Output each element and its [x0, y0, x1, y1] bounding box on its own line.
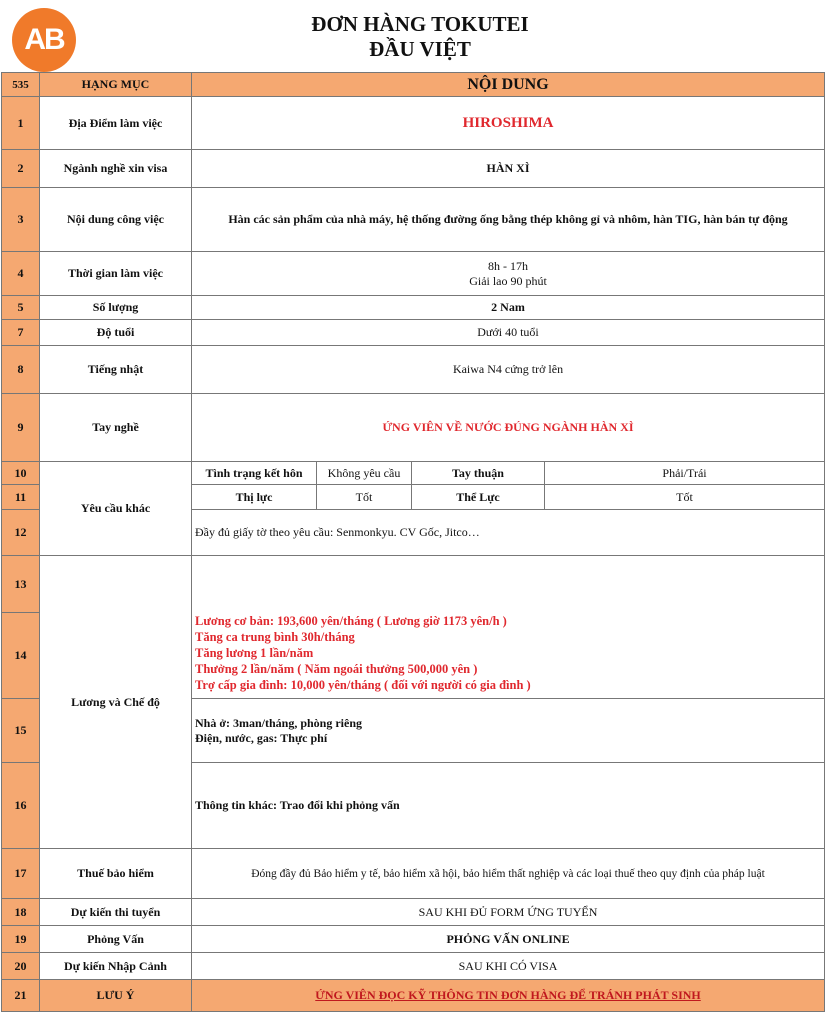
header-category: HẠNG MỤC — [40, 73, 192, 97]
japanese-level: Kaiwa N4 cứng trở lên — [192, 346, 825, 394]
entry-schedule: SAU KHI CÓ VISA — [192, 953, 825, 980]
row-number: 20 — [2, 953, 40, 980]
row-number: 21 — [2, 980, 40, 1012]
row-category: Ngành nghề xin visa — [40, 150, 192, 188]
page-title: ĐƠN HÀNG TOKUTEI — [311, 12, 529, 36]
row-category: Nội dung công việc — [40, 188, 192, 252]
table-row — [2, 97, 825, 150]
skill-requirement: ỨNG VIÊN VỀ NƯỚC ĐÚNG NGÀNH HÀN XÌ — [192, 394, 825, 462]
row-number: 8 — [2, 346, 40, 394]
order-table — [1, 72, 825, 1012]
row-category: Dự kiến thi tuyển — [40, 899, 192, 926]
salary-line: Tăng ca trung bình 30h/tháng — [195, 629, 355, 644]
work-location: HIROSHIMA — [192, 97, 825, 150]
row-number: 4 — [2, 252, 40, 296]
page-subtitle: ĐẦU VIỆT — [369, 37, 471, 61]
row-category: Yêu cầu khác — [40, 462, 192, 556]
table-row — [2, 252, 825, 296]
table-row — [2, 462, 825, 485]
row-number: 10 — [2, 462, 40, 485]
documents-requirement: Đầy đủ giấy tờ theo yêu cầu: Senmonkyu. CV Gốc, Jitco… — [192, 510, 825, 556]
salary-line: Lương cơ bản: 193,600 yên/tháng ( Lương giờ 1173 yên/h ) — [195, 613, 507, 628]
row-number: 17 — [2, 849, 40, 899]
logo — [12, 8, 76, 72]
logo-text: AB — [24, 23, 64, 56]
row-number: 5 — [2, 296, 40, 320]
salary-line: Tăng lương 1 lần/năm — [195, 645, 314, 660]
table-row — [2, 556, 825, 613]
exam-schedule: SAU KHI ĐỦ FORM ỨNG TUYỂN — [192, 899, 825, 926]
row-category: LƯU Ý — [40, 980, 192, 1012]
marital-label: Tình trạng kết hôn — [192, 462, 317, 485]
handedness-value: Phải/Trái — [545, 462, 825, 485]
header-id: 535 — [2, 73, 40, 97]
table-row — [2, 849, 825, 899]
row-category: Thuế bảo hiểm — [40, 849, 192, 899]
row-number: 3 — [2, 188, 40, 252]
row-number: 19 — [2, 926, 40, 953]
working-hours-line: 8h - 17h — [488, 258, 529, 273]
row-category: Địa Điểm làm việc — [40, 97, 192, 150]
handedness-label: Tay thuận — [412, 462, 545, 485]
fitness-value: Tốt — [545, 485, 825, 510]
table-row — [2, 953, 825, 980]
row-number: 13 — [2, 556, 40, 613]
interview-mode: PHỎNG VẤN ONLINE — [192, 926, 825, 953]
table-row — [2, 346, 825, 394]
note-row — [2, 980, 825, 1012]
row-category: Lương và Chế độ — [40, 556, 192, 849]
age-requirement: Dưới 40 tuổi — [192, 320, 825, 346]
utilities-line: Điện, nước, gas: Thực phí — [195, 730, 328, 745]
row-category: Số lượng — [40, 296, 192, 320]
quantity: 2 Nam — [192, 296, 825, 320]
row-category: Độ tuổi — [40, 320, 192, 346]
salary-line: Thưởng 2 lần/năm ( Năm ngoái thưởng 500,000 yên ) — [195, 661, 478, 676]
table-row — [2, 320, 825, 346]
working-hours — [192, 252, 825, 296]
row-number: 2 — [2, 150, 40, 188]
salary-line: Trợ cấp gia đình: 10,000 yên/tháng ( đối với người có gia đình ) — [195, 677, 531, 692]
row-number: 14 — [2, 613, 40, 699]
row-number: 9 — [2, 394, 40, 462]
table-row — [2, 394, 825, 462]
visa-trade: HÀN XÌ — [192, 150, 825, 188]
row-number: 11 — [2, 485, 40, 510]
table-row — [2, 926, 825, 953]
marital-value: Không yêu cầu — [317, 462, 412, 485]
row-category: Tay nghề — [40, 394, 192, 462]
salary-spacer — [192, 556, 825, 613]
fitness-label: Thể Lực — [412, 485, 545, 510]
row-category: Tiếng nhật — [40, 346, 192, 394]
row-number: 18 — [2, 899, 40, 926]
header-content: NỘI DUNG — [192, 73, 825, 97]
housing-line: Nhà ở: 3man/tháng, phòng riêng — [195, 715, 363, 730]
row-category: Phỏng Vấn — [40, 926, 192, 953]
table-row — [2, 150, 825, 188]
row-category: Dự kiến Nhập Cảnh — [40, 953, 192, 980]
job-description: Hàn các sản phẩm của nhà máy, hệ thống đường ống bằng thép không gỉ và nhôm, hàn TIG, hàn bán tự động — [192, 188, 825, 252]
row-number: 16 — [2, 763, 40, 849]
table-row — [2, 188, 825, 252]
eyesight-value: Tốt — [317, 485, 412, 510]
table-row — [2, 899, 825, 926]
salary-details — [192, 613, 825, 699]
break-time-line: Giải lao 90 phút — [469, 273, 547, 288]
insurance-tax: Đóng đầy đủ Bảo hiểm y tế, bảo hiểm xã hội, bảo hiểm thất nghiệp và các loại thuế theo quy định của pháp luật — [192, 849, 825, 899]
note-text: ỨNG VIÊN ĐỌC KỸ THÔNG TIN ĐƠN HÀNG ĐỂ TRÁNH PHÁT SINH — [192, 980, 825, 1012]
row-number: 15 — [2, 699, 40, 763]
eyesight-label: Thị lực — [192, 485, 317, 510]
housing-details — [192, 699, 825, 763]
row-number: 1 — [2, 97, 40, 150]
row-category: Thời gian làm việc — [40, 252, 192, 296]
row-number: 7 — [2, 320, 40, 346]
other-info: Thông tin khác: Trao đổi khi phỏng vấn — [192, 763, 825, 849]
row-number: 12 — [2, 510, 40, 556]
table-row — [2, 296, 825, 320]
header-row — [2, 73, 825, 97]
